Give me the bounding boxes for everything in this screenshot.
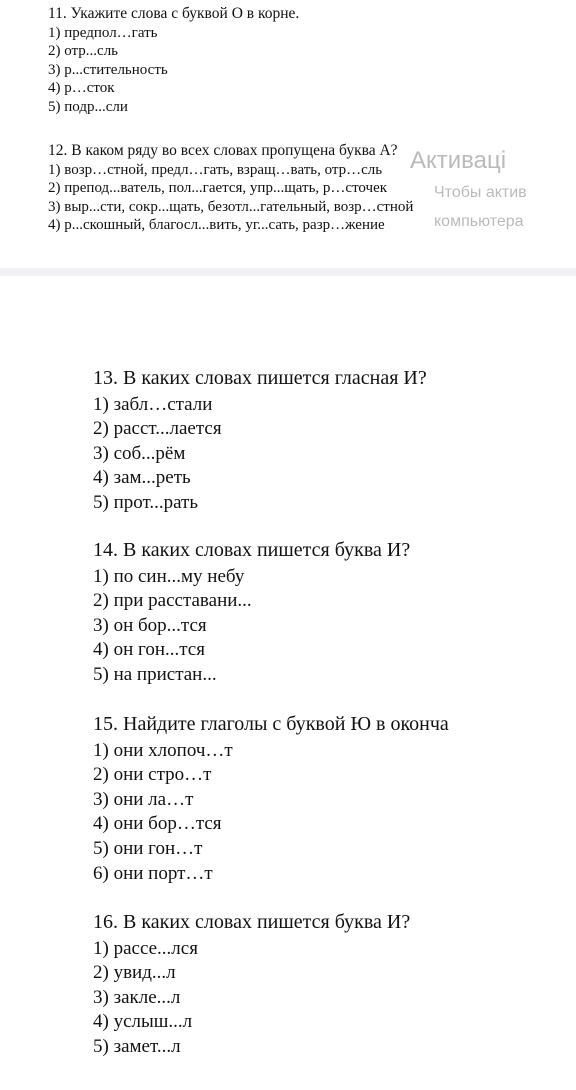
question-14-option-5: 5) на пристан...: [93, 663, 217, 685]
question-11-title: 11. Укажите слова с буквой О в корне.: [48, 5, 300, 22]
question-13-title: 13. В каких словах пишется гласная И?: [93, 367, 427, 389]
question-15-option-4: 4) они бор…тся: [93, 813, 222, 835]
question-13-option-2: 2) расст...лается: [93, 418, 222, 440]
question-15-option-6: 6) они порт…т: [93, 862, 213, 884]
question-15: [93, 712, 576, 886]
question-12-option-1: 1) возр…стной, предл…гать, взращ…вать, отр…сль: [48, 161, 383, 178]
question-11: [48, 5, 299, 117]
activation-watermark-line-2: Чтобы актив: [434, 184, 527, 201]
question-16-option-5: 5) замет...л: [93, 1035, 181, 1057]
question-16-option-2: 2) увид...л: [93, 962, 176, 984]
question-11-option-2: 2) отр...сль: [48, 43, 119, 60]
question-15-option-2: 2) они стро…т: [93, 764, 212, 786]
question-14-option-4: 4) он гон...тся: [93, 639, 205, 661]
question-12-option-4: 4) р...скошный, благосл...вить, уг...сать, разр…жение: [48, 217, 385, 234]
question-16-option-3: 3) закле...л: [93, 986, 181, 1008]
question-12-title: 12. В каком ряду во всех словах пропущена буква А?: [48, 142, 398, 159]
question-16-title: 16. В каких словах пишется буква И?: [93, 911, 411, 933]
page-divider: [0, 268, 576, 276]
question-16: [93, 910, 410, 1060]
question-14-title: 14. В каких словах пишется буква И?: [93, 539, 411, 561]
question-11-option-1: 1) предпол…гать: [48, 24, 158, 41]
question-13-option-1: 1) забл…стали: [93, 393, 213, 415]
question-15-option-1: 1) они хлопоч…т: [93, 739, 233, 761]
question-15-option-3: 3) они ла…т: [93, 788, 194, 810]
question-14-option-2: 2) при расставани...: [93, 590, 252, 612]
question-16-option-4: 4) услыш...л: [93, 1011, 193, 1033]
question-12: [48, 142, 413, 235]
question-16-option-1: 1) рассе...лся: [93, 937, 198, 959]
question-11-option-4: 4) р…сток: [48, 80, 115, 97]
activation-watermark-title: Активаці: [410, 147, 507, 174]
question-14-option-3: 3) он бор...тся: [93, 614, 207, 636]
question-15-title: 15. Найдите глаголы с буквой Ю в оконча: [93, 713, 449, 735]
question-13: [93, 366, 427, 516]
question-12-option-3: 3) выр...сти, сокр...щать, безотл...гательный, возр…стной: [48, 198, 414, 215]
question-12-option-2: 2) препод...ватель, пол...гается, упр...щать, р…сточек: [48, 180, 388, 197]
question-11-option-5: 5) подр...сли: [48, 98, 128, 115]
activation-watermark-line-3: компьютера: [434, 213, 524, 230]
question-13-option-5: 5) прот...рать: [93, 491, 199, 513]
question-11-option-3: 3) р...стительность: [48, 61, 168, 78]
question-15-option-5: 5) они гон…т: [93, 837, 203, 859]
question-13-option-4: 4) зам...реть: [93, 467, 191, 489]
question-14: [93, 538, 410, 688]
question-14-option-1: 1) по син...му небу: [93, 565, 245, 587]
question-13-option-3: 3) соб...рём: [93, 442, 186, 464]
